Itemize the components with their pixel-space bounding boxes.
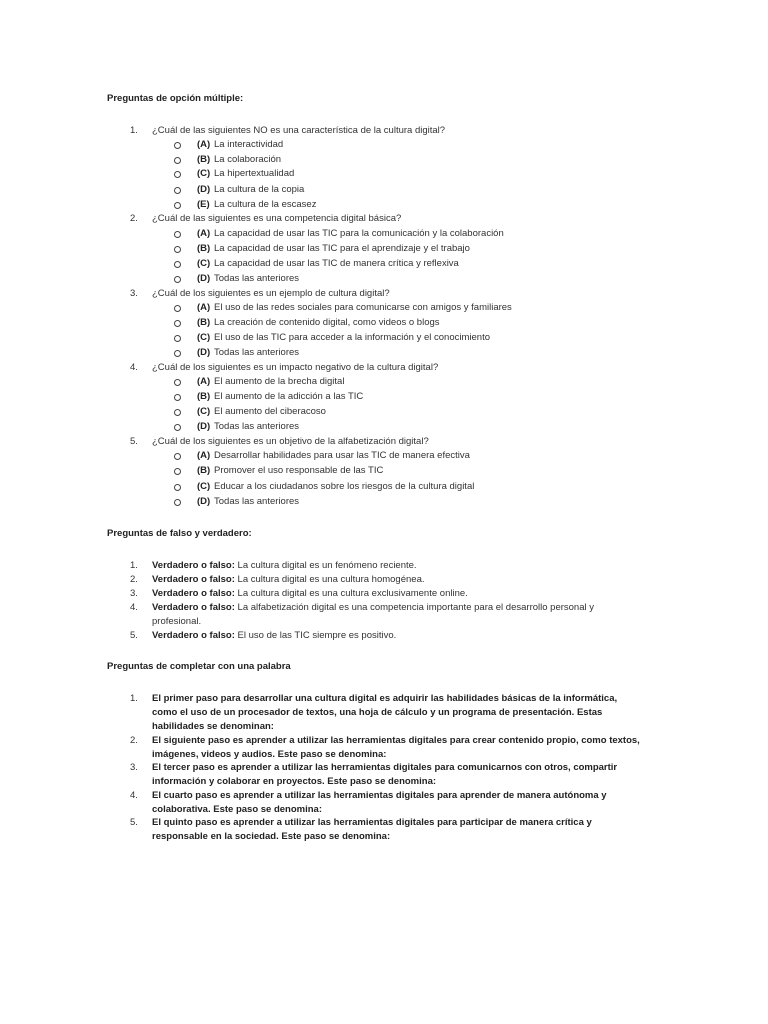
circle-bullet-icon	[174, 138, 182, 152]
option-text: La hipertextualidad	[214, 168, 295, 179]
item-text: El tercer paso es aprender a utilizar las herramientas digitales para comunicarnos con otros, compartir información y colaborar en proyectos. Este paso se denomina:	[152, 762, 618, 787]
option-text: La capacidad de usar las TIC de manera crítica y reflexiva	[214, 258, 459, 269]
option-letter: (D)	[197, 496, 211, 507]
circle-bullet-icon	[174, 449, 182, 463]
circle-bullet-icon	[174, 375, 182, 389]
item-text	[152, 587, 632, 601]
item-text: El quinto paso es aprender a utilizar las herramientas digitales para participar de manera crítica y responsable en la sociedad. Este paso se denomina:	[152, 817, 592, 842]
circle-bullet-icon	[174, 495, 182, 509]
option-text: Todas las anteriores	[214, 347, 300, 358]
circle-bullet-icon	[174, 480, 182, 494]
item-text: El cuarto paso es aprender a utilizar las herramientas digitales para aprender de manera autónoma y colaborativa. Este paso se denomina:	[152, 790, 607, 815]
question-text: ¿Cuál de las siguientes es una competencia digital básica?	[152, 213, 402, 224]
question-number: 4.	[130, 362, 138, 373]
item-statement: La cultura digital es una cultura exclusivamente online.	[234, 588, 468, 599]
option-text: El aumento de la brecha digital	[214, 376, 345, 387]
option-letter: (C)	[197, 481, 211, 492]
question-text: ¿Cuál de los siguientes es un objetivo de la alfabetización digital?	[152, 436, 429, 447]
question-number: 5.	[130, 436, 138, 447]
item-label: Verdadero o falso:	[152, 560, 235, 571]
section-title-complete-word: Preguntas de completar con una palabra	[107, 661, 291, 672]
option-letter: (C)	[197, 332, 211, 343]
item-text	[152, 573, 632, 587]
option-letter: (D)	[197, 184, 211, 195]
item-label: Verdadero o falso:	[152, 574, 235, 585]
option-letter: (E)	[197, 199, 210, 210]
option-text: El aumento del ciberacoso	[214, 406, 326, 417]
option-text: Educar a los ciudadanos sobre los riesgos de la cultura digital	[214, 481, 475, 492]
option-text: La capacidad de usar las TIC para la comunicación y la colaboración	[214, 228, 504, 239]
option-text: El aumento de la adicción a las TIC	[214, 391, 364, 402]
option-text: El uso de las redes sociales para comunicarse con amigos y familiares	[214, 302, 512, 313]
circle-bullet-icon	[174, 198, 182, 212]
option-letter: (B)	[197, 154, 211, 165]
option-text: Todas las anteriores	[214, 496, 300, 507]
option-letter: (A)	[197, 228, 211, 239]
item-text	[152, 629, 632, 643]
item-text: El siguiente paso es aprender a utilizar las herramientas digitales para crear contenido propio, como textos, imágenes, videos y audios. Este paso se denomina:	[152, 735, 640, 760]
section-title-true-false: Preguntas de falso y verdadero:	[107, 528, 252, 539]
option-letter: (D)	[197, 347, 211, 358]
item-label: Verdadero o falso:	[152, 602, 235, 613]
option-letter: (D)	[197, 273, 211, 284]
question-text: ¿Cuál de las siguientes NO es una característica de la cultura digital?	[152, 125, 446, 136]
option-text: La colaboración	[214, 154, 282, 165]
option-letter: (C)	[197, 258, 211, 269]
question-number: 2.	[130, 213, 138, 224]
option-text: La capacidad de usar las TIC para el aprendizaje y el trabajo	[214, 243, 470, 254]
item-text	[152, 601, 632, 629]
circle-bullet-icon	[174, 153, 182, 167]
circle-bullet-icon	[174, 390, 182, 404]
option-letter: (A)	[197, 450, 211, 461]
item-text: El primer paso para desarrollar una cultura digital es adquirir las habilidades básicas de la informática, como el uso de un procesador de textos, una hoja de cálculo y un programa de presentación. Estas habilidades se denominan:	[152, 693, 618, 732]
option-letter: (A)	[197, 376, 211, 387]
item-text	[152, 559, 632, 573]
question-number: 3.	[130, 288, 138, 299]
item-number: 4.	[130, 602, 138, 613]
circle-bullet-icon	[174, 464, 182, 478]
circle-bullet-icon	[174, 167, 182, 181]
item-number: 2.	[130, 735, 138, 746]
option-text: La creación de contenido digital, como videos o blogs	[214, 317, 440, 328]
item-statement: El uso de las TIC siempre es positivo.	[234, 630, 397, 641]
option-letter: (B)	[197, 391, 211, 402]
circle-bullet-icon	[174, 331, 182, 345]
item-statement: La cultura digital es un fenómeno reciente.	[234, 560, 417, 571]
circle-bullet-icon	[174, 227, 182, 241]
item-number: 1.	[130, 693, 138, 704]
item-number: 5.	[130, 630, 138, 641]
option-text: Desarrollar habilidades para usar las TIC de manera efectiva	[214, 450, 470, 461]
circle-bullet-icon	[174, 420, 182, 434]
circle-bullet-icon	[174, 301, 182, 315]
question-text: ¿Cuál de los siguientes es un ejemplo de cultura digital?	[152, 288, 390, 299]
option-text: El uso de las TIC para acceder a la información y el conocimiento	[214, 332, 490, 343]
question-text: ¿Cuál de los siguientes es un impacto negativo de la cultura digital?	[152, 362, 439, 373]
option-letter: (A)	[197, 139, 211, 150]
item-statement: La alfabetización digital es una competencia importante para el desarrollo personal y profesional.	[152, 602, 594, 627]
item-label: Verdadero o falso:	[152, 588, 235, 599]
option-letter: (A)	[197, 302, 211, 313]
option-letter: (C)	[197, 168, 211, 179]
circle-bullet-icon	[174, 405, 182, 419]
circle-bullet-icon	[174, 346, 182, 360]
item-label: Verdadero o falso:	[152, 630, 235, 641]
option-letter: (C)	[197, 406, 211, 417]
circle-bullet-icon	[174, 242, 182, 256]
item-statement: La cultura digital es una cultura homogénea.	[234, 574, 425, 585]
circle-bullet-icon	[174, 257, 182, 271]
circle-bullet-icon	[174, 183, 182, 197]
item-number: 3.	[130, 588, 138, 599]
option-text: La cultura de la copia	[214, 184, 305, 195]
option-letter: (B)	[197, 465, 211, 476]
item-number: 5.	[130, 817, 138, 828]
circle-bullet-icon	[174, 316, 182, 330]
option-text: Todas las anteriores	[214, 421, 300, 432]
circle-bullet-icon	[174, 272, 182, 286]
option-text: Todas las anteriores	[214, 273, 300, 284]
option-letter: (B)	[197, 243, 211, 254]
item-number: 3.	[130, 762, 138, 773]
item-number: 4.	[130, 790, 138, 801]
item-number: 2.	[130, 574, 138, 585]
option-text: La cultura de la escasez	[214, 199, 317, 210]
option-letter: (B)	[197, 317, 211, 328]
option-text: Promover el uso responsable de las TIC	[214, 465, 384, 476]
section-title-multiple-choice: Preguntas de opción múltiple:	[107, 93, 244, 104]
item-number: 1.	[130, 560, 138, 571]
option-text: La interactividad	[214, 139, 284, 150]
question-number: 1.	[130, 125, 138, 136]
option-letter: (D)	[197, 421, 211, 432]
